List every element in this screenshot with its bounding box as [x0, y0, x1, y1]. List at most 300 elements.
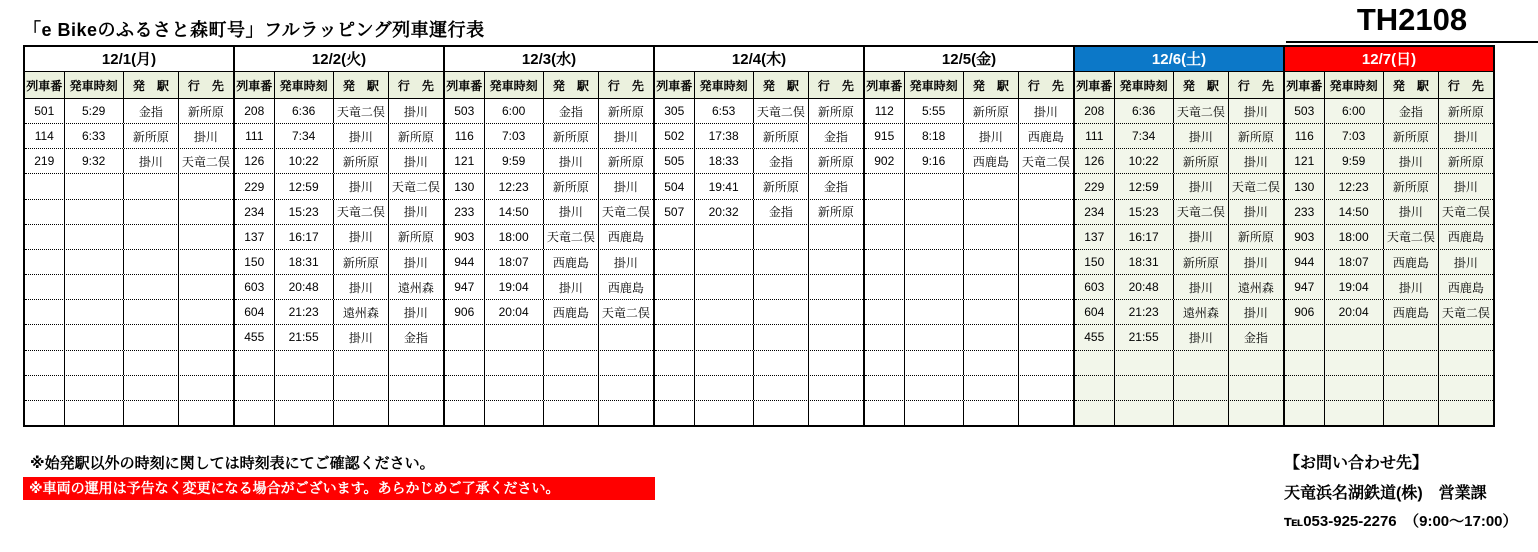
- origin-station-cell: 金指: [544, 99, 599, 123]
- origin-station-cell: [754, 325, 809, 349]
- table-row: [445, 401, 653, 425]
- departure-time-cell: 6:33: [65, 124, 124, 148]
- column-header-cell: 発 駅: [124, 72, 179, 98]
- table-row: [235, 376, 443, 401]
- departure-time-cell: 7:03: [1325, 124, 1384, 148]
- contact-block: [1284, 450, 1518, 531]
- departure-time-cell: 18:00: [1325, 225, 1384, 249]
- table-row: [655, 200, 863, 225]
- train-number-cell: 906: [445, 300, 485, 324]
- table-row: [655, 149, 863, 174]
- destination-cell: 金指: [403, 330, 428, 345]
- table-row: [1075, 300, 1283, 325]
- destination-cell: [1439, 401, 1493, 425]
- destination-cell: 西鹿島: [1027, 129, 1064, 144]
- table-row: [25, 401, 233, 425]
- train-number-cell: 208: [235, 99, 275, 123]
- departure-time-cell: 15:23: [275, 200, 334, 224]
- departure-time-cell: 21:23: [1115, 300, 1174, 324]
- departure-time-cell: [1325, 401, 1384, 425]
- table-row: [235, 149, 443, 174]
- origin-station-cell: 遠州森: [1174, 300, 1229, 324]
- origin-station-cell: 掛川: [964, 124, 1019, 148]
- table-row: [655, 99, 863, 124]
- origin-station-cell: [754, 376, 809, 400]
- table-row: [1075, 200, 1283, 225]
- departure-time-cell: 18:07: [485, 250, 544, 274]
- destination-cell: [1019, 325, 1073, 349]
- origin-station-cell: 天竜二俣: [1174, 200, 1229, 224]
- departure-time-cell: 18:07: [1325, 250, 1384, 274]
- table-row: [865, 174, 1073, 199]
- column-header-row: [235, 72, 443, 99]
- page-title: 「e Bikeのふるさと森町号」フルラッピング列車運行表: [23, 20, 485, 40]
- column-header-cell: 発 駅: [334, 72, 389, 98]
- train-number-cell: 505: [655, 149, 695, 173]
- train-number-cell: 121: [1285, 149, 1325, 173]
- destination-cell: 掛川: [1243, 154, 1268, 169]
- column-header-cell: 行 先: [1027, 78, 1064, 93]
- table-row: [25, 300, 233, 325]
- table-row: [655, 174, 863, 199]
- destination-cell: 掛川: [1243, 305, 1268, 320]
- train-number-cell: [865, 275, 905, 299]
- column-header-cell: 行 先: [1447, 78, 1484, 93]
- destination-cell: [1019, 225, 1073, 249]
- origin-station-cell: 新所原: [334, 149, 389, 173]
- origin-station-cell: [124, 325, 179, 349]
- departure-time-cell: [65, 401, 124, 425]
- table-row: [445, 99, 653, 124]
- train-number-cell: 234: [235, 200, 275, 224]
- table-row: [865, 376, 1073, 401]
- table-row: [865, 275, 1073, 300]
- train-number-cell: [445, 325, 485, 349]
- origin-station-cell: [964, 200, 1019, 224]
- table-row: [1285, 275, 1493, 300]
- table-row: [1075, 376, 1283, 401]
- train-number-cell: 502: [655, 124, 695, 148]
- departure-time-cell: [1115, 376, 1174, 400]
- train-number-cell: [25, 300, 65, 324]
- departure-time-cell: 21:55: [1115, 325, 1174, 349]
- column-header-cell: 行 先: [1237, 78, 1274, 93]
- table-row: [865, 225, 1073, 250]
- origin-station-cell: 新所原: [754, 124, 809, 148]
- departure-time-cell: 8:18: [905, 124, 964, 148]
- origin-station-cell: 金指: [1384, 99, 1439, 123]
- destination-cell: [179, 376, 233, 400]
- table-row: [1285, 99, 1493, 124]
- train-number-cell: [865, 401, 905, 425]
- origin-station-cell: [334, 401, 389, 425]
- origin-station-cell: [544, 325, 599, 349]
- destination-cell: [599, 351, 653, 375]
- day-rows: [1285, 99, 1493, 425]
- origin-station-cell: 新所原: [754, 174, 809, 198]
- day-rows: [445, 99, 653, 425]
- departure-time-cell: [65, 300, 124, 324]
- column-header-cell: 列車番: [865, 72, 905, 98]
- departure-time-cell: [65, 275, 124, 299]
- departure-time-cell: 9:16: [905, 149, 964, 173]
- table-row: [445, 325, 653, 350]
- destination-cell: [389, 376, 443, 400]
- train-number-cell: [1075, 376, 1115, 400]
- destination-cell: 新所原: [607, 154, 644, 169]
- column-header-row: [25, 72, 233, 99]
- table-row: [25, 275, 233, 300]
- departure-time-cell: [65, 376, 124, 400]
- departure-time-cell: [695, 275, 754, 299]
- destination-cell: 新所原: [817, 104, 854, 119]
- destination-cell: 掛川: [403, 305, 428, 320]
- train-number-cell: [865, 174, 905, 198]
- origin-station-cell: [1384, 351, 1439, 375]
- origin-station-cell: [544, 351, 599, 375]
- table-row: [1285, 325, 1493, 350]
- departure-time-cell: [695, 300, 754, 324]
- destination-cell: 新所原: [817, 154, 854, 169]
- destination-cell: [599, 401, 653, 425]
- departure-time-cell: [905, 376, 964, 400]
- table-row: [1075, 124, 1283, 149]
- destination-cell: 天竜二俣: [181, 154, 230, 169]
- column-header-cell: 発車時刻: [485, 72, 544, 98]
- departure-time-cell: 18:31: [275, 250, 334, 274]
- origin-station-cell: [334, 351, 389, 375]
- departure-time-cell: [65, 200, 124, 224]
- train-number-cell: [655, 275, 695, 299]
- date-header: 12/5(金): [865, 47, 1073, 72]
- table-row: [445, 250, 653, 275]
- train-number-cell: 219: [25, 149, 65, 173]
- departure-time-cell: [65, 250, 124, 274]
- departure-time-cell: 5:55: [905, 99, 964, 123]
- train-number-cell: [235, 376, 275, 400]
- destination-cell: 掛川: [403, 255, 428, 270]
- table-row: [1285, 376, 1493, 401]
- origin-station-cell: [754, 351, 809, 375]
- train-number-cell: [1075, 351, 1115, 375]
- departure-time-cell: 17:38: [695, 124, 754, 148]
- origin-station-cell: 掛川: [334, 124, 389, 148]
- table-row: [235, 174, 443, 199]
- destination-cell: [809, 275, 863, 299]
- train-number-cell: 130: [1285, 174, 1325, 198]
- train-number-cell: [25, 376, 65, 400]
- departure-time-cell: [275, 376, 334, 400]
- origin-station-cell: 新所原: [544, 174, 599, 198]
- destination-cell: [1229, 376, 1283, 400]
- departure-time-cell: [1325, 376, 1384, 400]
- destination-cell: [599, 376, 653, 400]
- departure-time-cell: 18:00: [485, 225, 544, 249]
- departure-time-cell: 12:59: [1115, 174, 1174, 198]
- departure-time-cell: [695, 376, 754, 400]
- table-row: [655, 325, 863, 350]
- train-number-cell: 112: [865, 99, 905, 123]
- origin-station-cell: 金指: [754, 200, 809, 224]
- destination-cell: [179, 174, 233, 198]
- table-row: [655, 351, 863, 376]
- departure-time-cell: 18:33: [695, 149, 754, 173]
- destination-cell: 新所原: [607, 104, 644, 119]
- destination-cell: 天竜二俣: [1441, 205, 1490, 220]
- origin-station-cell: [334, 376, 389, 400]
- table-row: [1075, 275, 1283, 300]
- destination-cell: 西鹿島: [607, 280, 644, 295]
- table-row: [25, 174, 233, 199]
- train-number-cell: 116: [1285, 124, 1325, 148]
- train-number-cell: 915: [865, 124, 905, 148]
- origin-station-cell: 天竜二俣: [1174, 99, 1229, 123]
- column-header-row: [1285, 72, 1493, 99]
- departure-time-cell: [1325, 351, 1384, 375]
- origin-station-cell: 天竜二俣: [754, 99, 809, 123]
- origin-station-cell: 新所原: [1384, 174, 1439, 198]
- origin-station-cell: [964, 401, 1019, 425]
- origin-station-cell: 掛川: [1384, 149, 1439, 173]
- departure-time-cell: [1115, 351, 1174, 375]
- departure-time-cell: [905, 351, 964, 375]
- day-column: [235, 47, 445, 425]
- destination-cell: 金指: [823, 129, 848, 144]
- table-row: [25, 351, 233, 376]
- departure-time-cell: [485, 325, 544, 349]
- departure-time-cell: [485, 376, 544, 400]
- train-number-cell: [655, 300, 695, 324]
- destination-cell: 西鹿島: [1447, 230, 1484, 245]
- origin-station-cell: [964, 275, 1019, 299]
- table-row: [1285, 200, 1493, 225]
- train-number-cell: 603: [235, 275, 275, 299]
- departure-time-cell: 10:22: [1115, 149, 1174, 173]
- departure-time-cell: 5:29: [65, 99, 124, 123]
- departure-time-cell: [695, 250, 754, 274]
- train-number-cell: [865, 250, 905, 274]
- table-row: [235, 200, 443, 225]
- departure-time-cell: 6:36: [275, 99, 334, 123]
- column-header-cell: 発車時刻: [65, 72, 124, 98]
- train-number-cell: [25, 200, 65, 224]
- origin-station-cell: 新所原: [1174, 149, 1229, 173]
- table-row: [1075, 99, 1283, 124]
- table-row: [25, 325, 233, 350]
- table-row: [1075, 351, 1283, 376]
- departure-time-cell: [485, 401, 544, 425]
- departure-time-cell: 7:34: [1115, 124, 1174, 148]
- train-number-cell: 137: [1075, 225, 1115, 249]
- departure-time-cell: [905, 401, 964, 425]
- destination-cell: [1019, 250, 1073, 274]
- train-number-cell: [655, 325, 695, 349]
- table-row: [865, 300, 1073, 325]
- destination-cell: [1019, 351, 1073, 375]
- origin-station-cell: [964, 174, 1019, 198]
- departure-time-cell: 14:50: [1325, 200, 1384, 224]
- departure-time-cell: [695, 351, 754, 375]
- origin-station-cell: 掛川: [334, 325, 389, 349]
- destination-cell: 天竜二俣: [1441, 305, 1490, 320]
- origin-station-cell: 掛川: [1174, 325, 1229, 349]
- departure-time-cell: 9:32: [65, 149, 124, 173]
- table-row: [445, 376, 653, 401]
- departure-time-cell: [485, 351, 544, 375]
- contact-tel: ℡053-925-2276 （9:00～17:00）: [1284, 513, 1518, 530]
- origin-station-cell: [964, 376, 1019, 400]
- origin-station-cell: [1384, 401, 1439, 425]
- destination-cell: [179, 300, 233, 324]
- train-number-cell: [25, 250, 65, 274]
- destination-cell: 掛川: [1243, 205, 1268, 220]
- departure-time-cell: 19:04: [1325, 275, 1384, 299]
- train-number-cell: [1285, 376, 1325, 400]
- origin-station-cell: 掛川: [1174, 225, 1229, 249]
- train-number-cell: [25, 325, 65, 349]
- departure-time-cell: [905, 174, 964, 198]
- table-row: [445, 225, 653, 250]
- column-header-row: [445, 72, 653, 99]
- origin-station-cell: 新所原: [1174, 250, 1229, 274]
- note-timetable-check: ※始発駅以外の時刻に関しては時刻表にてご確認ください。: [30, 455, 435, 472]
- departure-time-cell: [905, 300, 964, 324]
- origin-station-cell: 掛川: [1174, 174, 1229, 198]
- table-row: [865, 325, 1073, 350]
- destination-cell: 掛川: [403, 154, 428, 169]
- train-number-cell: 504: [655, 174, 695, 198]
- origin-station-cell: [544, 376, 599, 400]
- destination-cell: [809, 325, 863, 349]
- departure-time-cell: 20:32: [695, 200, 754, 224]
- train-number-cell: 944: [1285, 250, 1325, 274]
- destination-cell: 掛川: [1453, 129, 1478, 144]
- table-row: [655, 275, 863, 300]
- train-number-cell: 305: [655, 99, 695, 123]
- departure-time-cell: 12:23: [1325, 174, 1384, 198]
- origin-station-cell: 掛川: [1384, 275, 1439, 299]
- table-row: [235, 401, 443, 425]
- departure-time-cell: [905, 250, 964, 274]
- destination-cell: [599, 325, 653, 349]
- table-row: [1075, 174, 1283, 199]
- destination-cell: 金指: [1243, 330, 1268, 345]
- origin-station-cell: [1174, 351, 1229, 375]
- table-row: [1075, 225, 1283, 250]
- table-row: [25, 250, 233, 275]
- table-row: [865, 401, 1073, 425]
- destination-cell: [1019, 174, 1073, 198]
- destination-cell: [1229, 351, 1283, 375]
- train-number-cell: 137: [235, 225, 275, 249]
- table-row: [445, 124, 653, 149]
- table-row: [445, 149, 653, 174]
- destination-cell: [1229, 401, 1283, 425]
- table-row: [1285, 124, 1493, 149]
- origin-station-cell: [124, 200, 179, 224]
- table-row: [445, 351, 653, 376]
- destination-cell: 天竜二俣: [601, 205, 650, 220]
- origin-station-cell: 天竜二俣: [1384, 225, 1439, 249]
- destination-cell: 掛川: [613, 255, 638, 270]
- origin-station-cell: [1174, 401, 1229, 425]
- table-row: [1285, 174, 1493, 199]
- train-number-cell: [1285, 351, 1325, 375]
- destination-cell: [179, 351, 233, 375]
- destination-cell: 掛川: [193, 129, 218, 144]
- train-number-cell: 229: [1075, 174, 1115, 198]
- column-header-cell: 発 駅: [544, 72, 599, 98]
- train-number-cell: 208: [1075, 99, 1115, 123]
- origin-station-cell: 新所原: [964, 99, 1019, 123]
- train-number-cell: [655, 376, 695, 400]
- origin-station-cell: 金指: [754, 149, 809, 173]
- contact-heading: 【お問い合わせ先】: [1284, 455, 1429, 472]
- column-header-cell: 行 先: [607, 78, 644, 93]
- table-row: [235, 300, 443, 325]
- table-row: [1075, 250, 1283, 275]
- departure-time-cell: 19:04: [485, 275, 544, 299]
- train-number-cell: 114: [25, 124, 65, 148]
- departure-time-cell: 20:04: [485, 300, 544, 324]
- destination-cell: 新所原: [1447, 154, 1484, 169]
- destination-cell: 新所原: [1237, 129, 1274, 144]
- date-header: 12/4(木): [655, 47, 863, 72]
- schedule-table: [23, 45, 1495, 427]
- table-row: [235, 275, 443, 300]
- destination-cell: 新所原: [187, 104, 224, 119]
- table-row: [655, 124, 863, 149]
- origin-station-cell: 掛川: [124, 149, 179, 173]
- column-header-cell: 列車番: [1075, 72, 1115, 98]
- destination-cell: [179, 325, 233, 349]
- departure-time-cell: [275, 351, 334, 375]
- train-number-cell: 501: [25, 99, 65, 123]
- origin-station-cell: 新所原: [124, 124, 179, 148]
- table-row: [445, 275, 653, 300]
- destination-cell: 新所原: [397, 230, 434, 245]
- train-number-cell: 603: [1075, 275, 1115, 299]
- table-row: [25, 376, 233, 401]
- departure-time-cell: [275, 401, 334, 425]
- destination-cell: [179, 200, 233, 224]
- train-number-cell: [865, 225, 905, 249]
- destination-cell: [809, 401, 863, 425]
- origin-station-cell: [754, 250, 809, 274]
- departure-time-cell: 7:34: [275, 124, 334, 148]
- departure-time-cell: [695, 225, 754, 249]
- origin-station-cell: 天竜二俣: [334, 99, 389, 123]
- train-number-cell: 947: [1285, 275, 1325, 299]
- departure-time-cell: 7:03: [485, 124, 544, 148]
- origin-station-cell: [964, 351, 1019, 375]
- departure-time-cell: [65, 174, 124, 198]
- train-number-cell: [445, 376, 485, 400]
- destination-cell: 新所原: [397, 129, 434, 144]
- table-row: [235, 250, 443, 275]
- train-number-cell: 604: [1075, 300, 1115, 324]
- departure-time-cell: 21:23: [275, 300, 334, 324]
- table-row: [1075, 325, 1283, 350]
- train-number-cell: [25, 275, 65, 299]
- origin-station-cell: 西鹿島: [544, 250, 599, 274]
- date-header: 12/7(日): [1285, 47, 1493, 72]
- departure-time-cell: [695, 325, 754, 349]
- departure-time-cell: [905, 225, 964, 249]
- destination-cell: 新所原: [1237, 230, 1274, 245]
- table-row: [1285, 250, 1493, 275]
- date-header: 12/2(火): [235, 47, 443, 72]
